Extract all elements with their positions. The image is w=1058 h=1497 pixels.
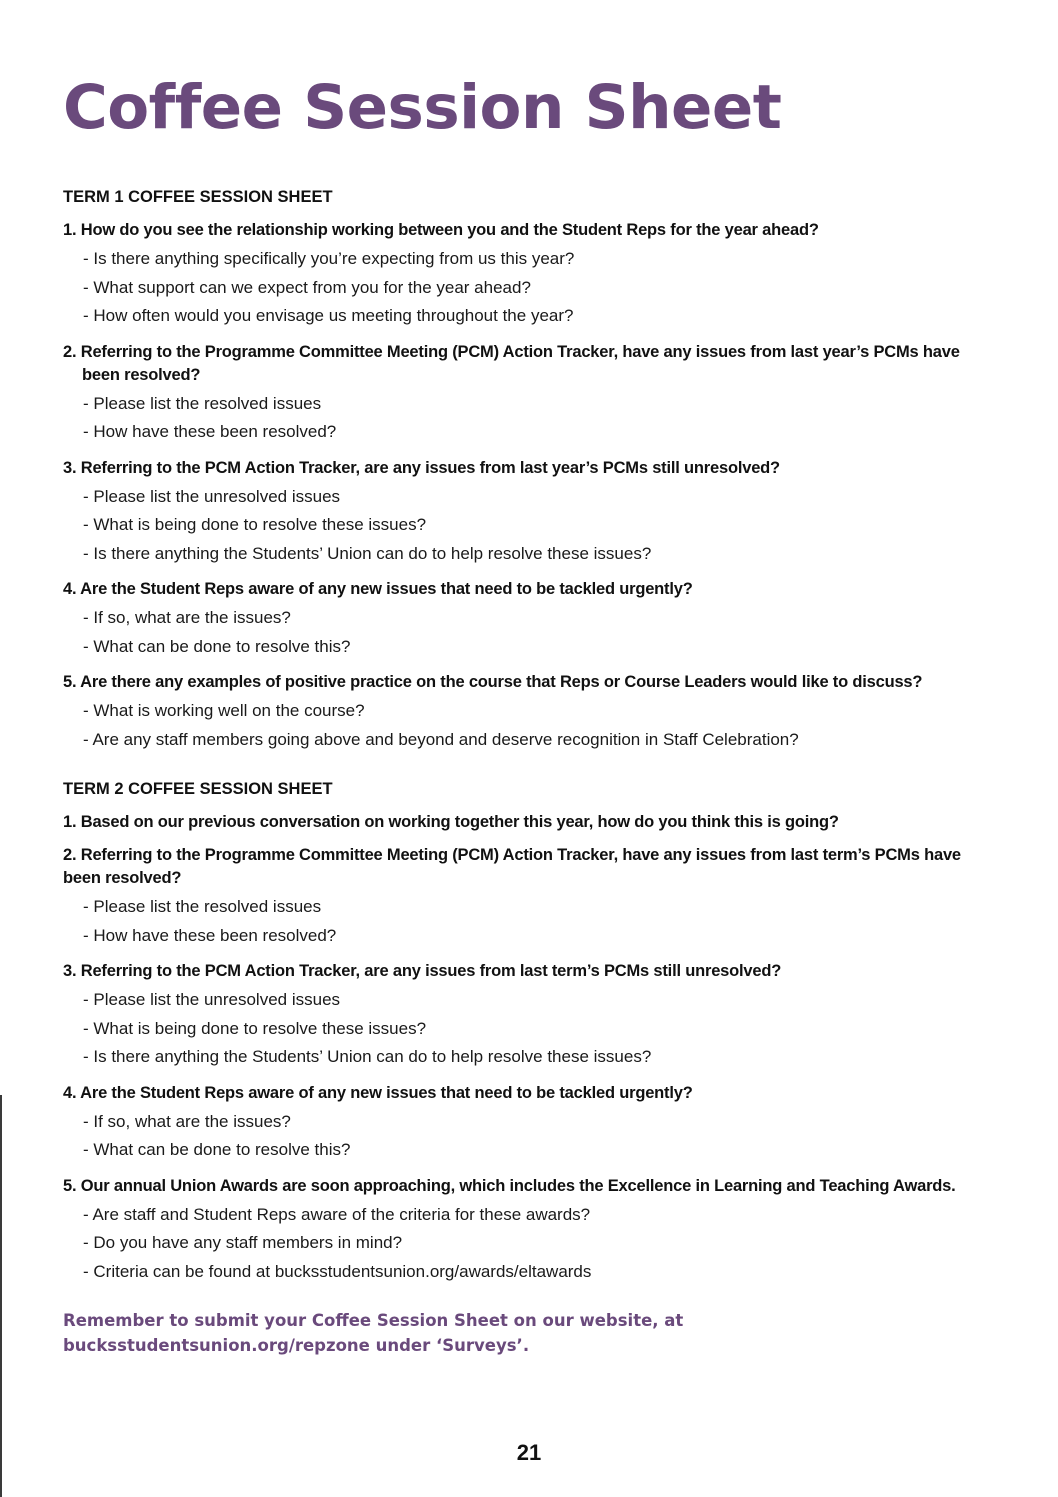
sub-question: - How often would you envisage us meeting throughout the year? [83,306,574,325]
question-text: 4. Are the Student Reps aware of any new issues that need to be tackled urgently? [63,1083,693,1102]
question-text: 5. Are there any examples of positive practice on the course that Reps or Course Leaders would like to discuss? [63,673,923,691]
sub-question: - Are staff and Student Reps aware of the criteria for these awards? [83,1204,591,1224]
term1-section [63,184,993,754]
term2-question-2 [63,844,993,950]
sub-question: - What is being done to resolve these issues? [83,1018,427,1038]
content-body [63,184,993,1358]
sub-question: - Please list the unresolved issues [83,990,341,1009]
sub-question-list [63,245,993,331]
sub-question: - If so, what are the issues? [83,608,291,627]
sub-question: - Please list the unresolved issues [83,486,341,506]
term1-question-2 [63,341,993,447]
page-number: 21 [516,1440,542,1465]
question-text: 2. Referring to the Programme Committee Meeting (PCM) Action Tracker, have any issues from last year’s PCMs have been resolved? [63,342,960,384]
page-edge-line [0,1095,2,1497]
sub-question: - Criteria can be found at bucksstudentsunion.org/awards/eltawards [83,1261,592,1281]
question-text: 1. How do you see the relationship working between you and the Student Reps for the year ahead? [63,221,819,239]
term2-section [63,776,993,1286]
question-text: 3. Referring to the PCM Action Tracker, are any issues from last term’s PCMs still unresolved? [63,962,782,980]
term2-question-3 [63,960,993,1072]
sub-question: - Is there anything the Students’ Union can do to help resolve these issues? [83,1047,652,1066]
sub-question-list [63,483,993,569]
sub-question: - Please list the resolved issues [83,393,322,413]
sub-question-list [63,986,993,1072]
sub-question-list [63,1108,993,1165]
sub-question: - What can be done to resolve this? [83,1140,351,1159]
question-text: 3. Referring to the PCM Action Tracker, are any issues from last year’s PCMs still unresolved? [63,458,780,477]
sub-question: - What is being done to resolve these issues? [83,515,427,534]
sub-question-list [63,390,993,447]
term1-question-3 [63,457,993,569]
sub-question: - Do you have any staff members in mind? [83,1233,403,1252]
term2-question-4 [63,1082,993,1165]
sub-question: - How have these been resolved? [83,422,337,441]
sub-question: - If so, what are the issues? [83,1111,291,1131]
sub-question-list [63,604,993,661]
sub-question-list [63,893,993,950]
question-text: 5. Our annual Union Awards are soon approaching, which includes the Excellence in Learning and Teaching Awards. [63,1176,956,1195]
term2-heading: TERM 2 COFFEE SESSION SHEET [63,780,333,798]
question-text: 2. Referring to the Programme Committee Meeting (PCM) Action Tracker, have any issues from last term’s PCMs have been resolved? [63,846,961,887]
term1-question-5 [63,671,993,754]
page-title: Coffee Session Sheet [63,72,782,143]
sub-question: - Is there anything the Students’ Union can do to help resolve these issues? [83,543,652,563]
sub-question: - Are any staff members going above and beyond and deserve recognition in Staff Celebration? [83,729,799,749]
sub-question: - What can be done to resolve this? [83,636,351,656]
term2-question-5 [63,1175,993,1287]
sub-question: - What is working well on the course? [83,701,365,720]
term1-question-4 [63,578,993,661]
sub-question: - Is there anything specifically you’re expecting from us this year? [83,249,575,268]
sub-question-list [63,1201,993,1287]
submission-reminder: Remember to submit your Coffee Session Sheet on our website, at bucksstudentsunion.org/repzone under ‘Surveys’. [63,1311,684,1355]
term1-heading: TERM 1 COFFEE SESSION SHEET [63,188,333,206]
sub-question: - How have these been resolved? [83,925,337,945]
term2-question-1 [63,811,993,834]
sub-question: - Please list the resolved issues [83,897,322,916]
term1-question-1 [63,219,993,331]
question-text: 4. Are the Student Reps aware of any new issues that need to be tackled urgently? [63,580,693,598]
question-text: 1. Based on our previous conversation on working together this year, how do you think this is going? [63,813,839,831]
sub-question: - What support can we expect from you for the year ahead? [83,277,531,297]
sub-question-list [63,697,993,754]
